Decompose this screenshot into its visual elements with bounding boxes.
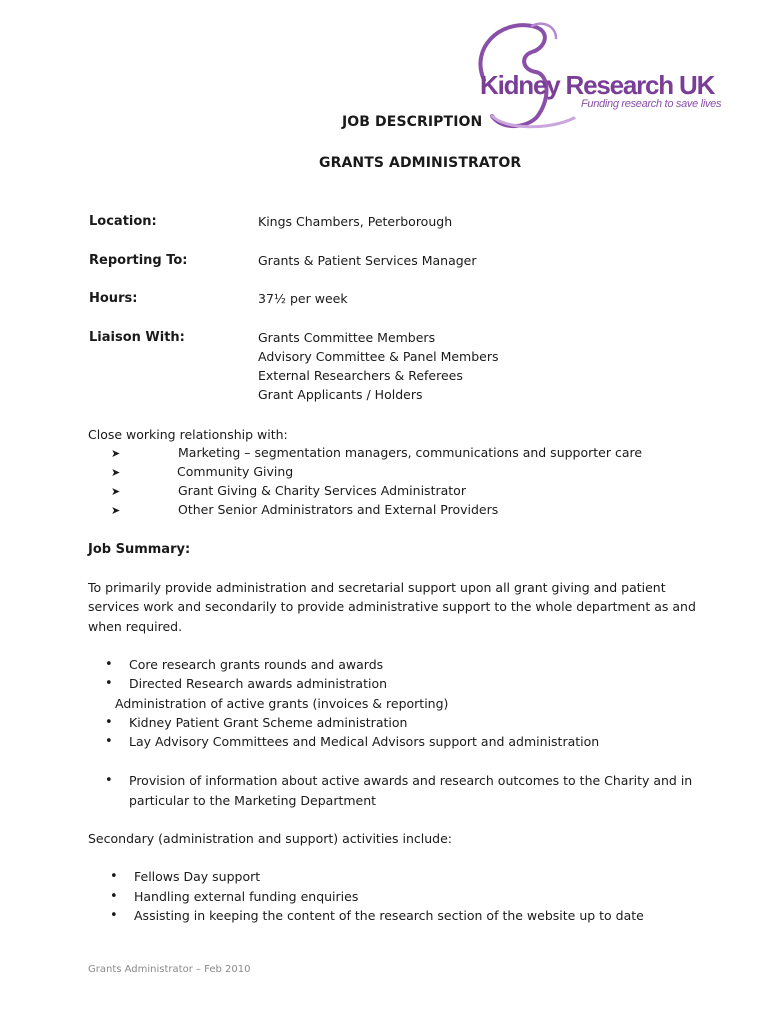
- duty-item-line: Provision of information about active awards and research outcomes to the Charity and in: [129, 773, 693, 788]
- hours-label: Hours:: [89, 291, 138, 306]
- arrow-bullet-icon: ➤: [111, 504, 121, 517]
- arrow-bullet-icon: ➤: [111, 447, 121, 460]
- secondary-item: Fellows Day support: [134, 869, 261, 884]
- bullet-icon: •: [105, 773, 113, 788]
- secondary-item: Handling external funding enquiries: [134, 889, 359, 904]
- close-working-item: Community Giving: [177, 464, 294, 479]
- location-label: Location:: [89, 214, 157, 229]
- secondary-intro: Secondary (administration and support) activities include:: [88, 831, 452, 846]
- job-summary-paragraph-line: when required.: [88, 619, 183, 634]
- duty-item: Administration of active grants (invoices & reporting): [115, 696, 449, 711]
- job-summary-paragraph-line: services work and secondarily to provide administrative support to the whole department as and: [88, 599, 696, 614]
- liaison-value: Grants Committee Members: [258, 330, 436, 345]
- bullet-icon: •: [105, 715, 113, 730]
- bullet-icon: •: [105, 657, 113, 672]
- arrow-bullet-icon: ➤: [111, 485, 121, 498]
- liaison-item: Grant Applicants / Holders: [258, 387, 423, 402]
- liaison-item: External Researchers & Referees: [258, 368, 463, 383]
- reporting-to-value: Grants & Patient Services Manager: [258, 253, 477, 268]
- location-value: Kings Chambers, Peterborough: [258, 214, 453, 229]
- close-working-item: Marketing – segmentation managers, communications and supporter care: [178, 445, 643, 460]
- page-footer: Grants Administrator – Feb 2010: [88, 964, 251, 975]
- close-working-item: Grant Giving & Charity Services Administrator: [178, 483, 466, 498]
- duty-item: Kidney Patient Grant Scheme administration: [129, 715, 408, 730]
- duty-item: Core research grants rounds and awards: [129, 657, 384, 672]
- secondary-item: Assisting in keeping the content of the research section of the website up to date: [134, 908, 644, 923]
- job-title: GRANTS ADMINISTRATOR: [319, 155, 522, 171]
- bullet-icon: •: [105, 734, 113, 749]
- job-summary-paragraph-line: To primarily provide administration and secretarial support upon all grant giving and patient: [88, 580, 666, 595]
- liaison-label: Liaison With:: [89, 330, 185, 345]
- liaison-item: Advisory Committee & Panel Members: [258, 349, 499, 364]
- duty-item: Lay Advisory Committees and Medical Advisors support and administration: [129, 734, 600, 749]
- hours-value: 37½ per week: [258, 291, 348, 306]
- bullet-icon: •: [110, 869, 118, 884]
- document-heading: JOB DESCRIPTION: [342, 114, 483, 130]
- duty-item-line: particular to the Marketing Department: [129, 793, 377, 808]
- close-working-intro: Close working relationship with:: [88, 427, 288, 442]
- arrow-bullet-icon: ➤: [111, 466, 121, 479]
- bullet-icon: •: [105, 676, 113, 691]
- logo-tagline: Funding research to save lives: [581, 98, 722, 110]
- bullet-icon: •: [110, 889, 118, 904]
- bullet-icon: •: [110, 908, 118, 923]
- reporting-to-label: Reporting To:: [89, 253, 188, 268]
- logo-wordmark: Kidney Research UK: [480, 70, 715, 100]
- close-working-item: Other Senior Administrators and External Providers: [178, 502, 499, 517]
- job-summary-heading: Job Summary:: [88, 542, 191, 557]
- duty-item: Directed Research awards administration: [129, 676, 388, 691]
